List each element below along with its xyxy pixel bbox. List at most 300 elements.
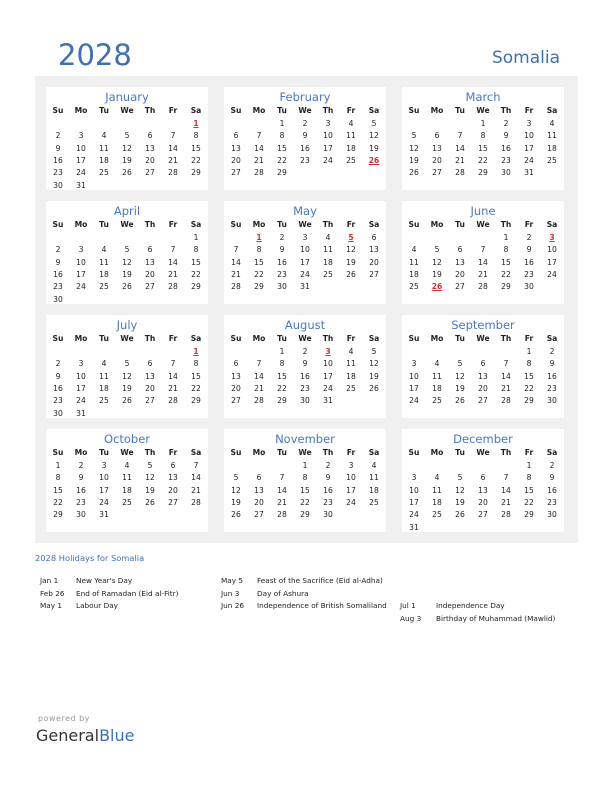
day-cell: 7 [170, 131, 176, 141]
day-cell: 4 [124, 461, 130, 470]
day-cell: 11 [99, 143, 109, 153]
day-cell: 29 [254, 282, 264, 292]
weekday-header: Mo [430, 220, 444, 229]
day-cell: 19 [346, 257, 356, 267]
day-cell: 1 [503, 233, 509, 242]
day-cell: 4 [434, 473, 440, 483]
day-cell: 14 [191, 473, 201, 483]
day-cell: 15 [277, 371, 287, 381]
weekday-header: We [298, 106, 312, 115]
day-cell: 7 [193, 461, 199, 470]
day-cell: 31 [524, 168, 534, 178]
month-may [224, 201, 386, 304]
day-cell: 20 [254, 497, 264, 507]
weekday-header: Su [408, 220, 420, 229]
day-cell: 3 [411, 473, 417, 483]
day-cell: 23 [300, 383, 310, 393]
day-cell: 11 [122, 473, 132, 483]
day-cell: 26 [145, 497, 155, 507]
day-cell: 5 [434, 245, 440, 255]
day-cell: 15 [277, 143, 287, 153]
day-cell: 23 [524, 269, 534, 279]
day-cell: 5 [124, 245, 130, 255]
day-cell: 3 [78, 245, 84, 255]
weekday-header: Su [230, 106, 242, 115]
day-cell: 17 [300, 257, 310, 267]
day-cell: 26 [122, 282, 132, 292]
holiday-entry [221, 576, 391, 586]
weekday-header: Tu [99, 334, 109, 343]
weekday-header: Sa [190, 220, 202, 229]
day-cell: 1 [193, 233, 199, 242]
weekday-header: Mo [74, 334, 88, 343]
day-cell: 23 [76, 497, 86, 507]
holiday-day: 26 [431, 282, 443, 292]
day-cell: 22 [277, 383, 287, 393]
month-title: December [453, 432, 513, 446]
day-cell: 30 [300, 396, 310, 406]
day-cell: 4 [101, 245, 107, 255]
weekday-header: We [120, 448, 134, 457]
day-cell: 13 [254, 485, 264, 495]
day-cell: 3 [348, 461, 354, 470]
day-cell: 13 [478, 485, 488, 495]
weekday-header: Tu [455, 220, 465, 229]
day-cell: 5 [411, 131, 417, 141]
day-cell: 28 [501, 510, 511, 520]
day-cell: 6 [147, 359, 153, 369]
day-cell: 5 [371, 347, 377, 356]
weekday-header: Fr [168, 106, 178, 115]
day-cell: 22 [254, 269, 264, 279]
day-cell: 23 [547, 497, 557, 507]
day-cell: 29 [277, 396, 287, 406]
day-cell: 10 [76, 143, 86, 153]
day-cell: 8 [193, 245, 199, 255]
day-cell: 7 [503, 359, 509, 369]
day-cell: 21 [277, 497, 287, 507]
day-cell: 9 [302, 359, 308, 369]
weekday-header: Sa [190, 334, 202, 343]
day-cell: 21 [501, 383, 511, 393]
day-cell: 17 [409, 497, 419, 507]
day-cell: 2 [78, 461, 84, 470]
day-cell: 9 [549, 359, 555, 369]
day-cell: 7 [233, 245, 239, 255]
holiday-name: End of Ramadan (Eid al-Fitr) [76, 588, 179, 598]
day-cell: 20 [145, 155, 155, 165]
day-cell: 15 [300, 485, 310, 495]
weekday-header: Sa [368, 334, 380, 343]
day-cell: 20 [478, 497, 488, 507]
day-cell: 7 [279, 473, 285, 483]
day-cell: 18 [547, 143, 557, 153]
holiday-date: Jun 3 [221, 588, 240, 598]
day-cell: 29 [191, 168, 201, 178]
weekday-header: Mo [252, 334, 266, 343]
day-cell: 24 [99, 497, 109, 507]
weekday-header: Fr [524, 220, 534, 229]
day-cell: 10 [99, 473, 109, 483]
day-cell: 2 [55, 131, 61, 141]
day-cell: 19 [145, 485, 155, 495]
day-cell: 7 [256, 359, 262, 369]
holiday-entry [221, 601, 391, 611]
day-cell: 11 [432, 371, 442, 381]
weekday-header: Th [322, 334, 334, 343]
day-cell: 24 [409, 396, 419, 406]
day-cell: 24 [300, 269, 310, 279]
day-cell: 13 [168, 473, 178, 483]
day-cell: 26 [409, 168, 419, 178]
day-cell: 2 [549, 461, 555, 470]
day-cell: 6 [256, 473, 262, 483]
day-cell: 27 [432, 168, 442, 178]
weekday-header: Sa [190, 448, 202, 457]
day-cell: 6 [170, 461, 176, 470]
day-cell: 16 [53, 269, 63, 279]
day-cell: 14 [168, 143, 178, 153]
day-cell: 20 [231, 155, 241, 165]
day-cell: 30 [277, 282, 287, 292]
day-cell: 21 [254, 155, 264, 165]
day-cell: 31 [300, 282, 310, 292]
day-cell: 27 [145, 168, 155, 178]
weekday-header: Tu [455, 334, 465, 343]
day-cell: 4 [434, 359, 440, 369]
weekday-header: Su [52, 448, 64, 457]
holiday-date: Jul 1 [400, 601, 416, 610]
day-cell: 9 [55, 257, 61, 267]
weekday-header: Tu [99, 220, 109, 229]
day-cell: 8 [279, 359, 285, 369]
day-cell: 20 [145, 383, 155, 393]
day-cell: 13 [231, 371, 241, 381]
day-cell: 22 [191, 155, 201, 165]
day-cell: 29 [524, 510, 534, 520]
day-cell: 7 [170, 245, 176, 255]
day-cell: 19 [231, 497, 241, 507]
weekday-header: Fr [168, 334, 178, 343]
day-cell: 3 [325, 119, 331, 128]
day-cell: 5 [233, 473, 239, 483]
day-cell: 5 [124, 131, 130, 141]
day-cell: 19 [432, 269, 442, 279]
month-april [46, 201, 208, 304]
day-cell: 16 [76, 485, 86, 495]
day-cell: 25 [547, 155, 557, 165]
day-cell: 28 [254, 168, 264, 178]
weekday-header: Sa [190, 106, 202, 115]
day-cell: 29 [191, 282, 201, 292]
day-cell: 16 [323, 485, 333, 495]
day-cell: 9 [503, 131, 509, 141]
day-cell: 7 [457, 131, 463, 141]
day-cell: 30 [53, 180, 63, 190]
day-cell: 2 [302, 119, 308, 128]
weekday-header: Mo [430, 106, 444, 115]
day-cell: 4 [549, 119, 555, 128]
day-cell: 30 [76, 510, 86, 520]
weekday-header: Sa [546, 220, 558, 229]
day-cell: 29 [478, 168, 488, 178]
day-cell: 2 [503, 119, 509, 128]
day-cell: 17 [409, 383, 419, 393]
weekday-header: We [120, 106, 134, 115]
day-cell: 11 [323, 245, 333, 255]
day-cell: 10 [409, 371, 419, 381]
day-cell: 1 [302, 461, 308, 470]
day-cell: 18 [346, 371, 356, 381]
day-cell: 19 [369, 143, 379, 153]
day-cell: 6 [233, 131, 239, 141]
day-cell: 21 [501, 497, 511, 507]
weekday-header: Fr [346, 106, 356, 115]
day-cell: 28 [168, 168, 178, 178]
weekday-header: Fr [168, 220, 178, 229]
country-title: Somalia [491, 48, 560, 68]
weekday-header: Th [322, 448, 334, 457]
day-cell: 30 [501, 168, 511, 178]
day-cell: 12 [231, 485, 241, 495]
weekday-header: Fr [346, 220, 356, 229]
day-cell: 22 [191, 269, 201, 279]
weekday-header: Th [500, 334, 512, 343]
day-cell: 28 [191, 497, 201, 507]
holiday-day: 26 [368, 155, 380, 165]
day-cell: 5 [124, 359, 130, 369]
month-title: January [105, 90, 149, 104]
day-cell: 27 [455, 282, 465, 292]
holiday-name: Labour Day [76, 601, 118, 610]
day-cell: 11 [547, 131, 557, 141]
day-cell: 29 [300, 510, 310, 520]
day-cell: 12 [145, 473, 155, 483]
weekday-header: Sa [546, 448, 558, 457]
day-cell: 18 [432, 497, 442, 507]
day-cell: 23 [323, 497, 333, 507]
weekday-header: Tu [99, 106, 109, 115]
weekday-header: Fr [168, 448, 178, 457]
day-cell: 27 [478, 510, 488, 520]
day-cell: 30 [547, 510, 557, 520]
month-title: August [284, 318, 326, 332]
day-cell: 11 [99, 257, 109, 267]
day-cell: 26 [122, 168, 132, 178]
day-cell: 16 [501, 143, 511, 153]
holiday-date: May 1 [40, 601, 63, 610]
day-cell: 28 [168, 282, 178, 292]
day-cell: 12 [122, 257, 132, 267]
day-cell: 24 [76, 396, 86, 406]
day-cell: 27 [369, 269, 379, 279]
day-cell: 23 [53, 396, 63, 406]
weekday-header: We [298, 448, 312, 457]
day-cell: 10 [300, 245, 310, 255]
day-cell: 8 [302, 473, 308, 483]
holiday-date: Feb 26 [40, 588, 65, 598]
day-cell: 27 [145, 282, 155, 292]
month-november [224, 429, 386, 532]
day-cell: 11 [346, 131, 356, 141]
day-cell: 3 [526, 119, 532, 128]
day-cell: 11 [409, 257, 419, 267]
day-cell: 31 [76, 180, 86, 190]
weekday-header: We [476, 448, 490, 457]
day-cell: 4 [348, 119, 354, 128]
day-cell: 8 [526, 473, 532, 483]
month-january [46, 87, 208, 190]
weekday-header: Fr [346, 334, 356, 343]
weekday-header: We [476, 106, 490, 115]
day-cell: 13 [231, 143, 241, 153]
day-cell: 16 [524, 257, 534, 267]
month-title: May [293, 204, 317, 218]
day-cell: 22 [53, 497, 63, 507]
weekday-header: Th [144, 334, 156, 343]
day-cell: 12 [369, 359, 379, 369]
day-cell: 30 [53, 294, 63, 304]
day-cell: 15 [478, 143, 488, 153]
day-cell: 17 [346, 485, 356, 495]
weekday-header: Su [52, 220, 64, 229]
day-cell: 7 [503, 473, 509, 483]
day-cell: 10 [323, 359, 333, 369]
day-cell: 21 [478, 269, 488, 279]
day-cell: 31 [409, 522, 419, 532]
day-cell: 9 [279, 245, 285, 255]
day-cell: 16 [300, 371, 310, 381]
day-cell: 23 [501, 155, 511, 165]
day-cell: 28 [478, 282, 488, 292]
holiday-day: 3 [325, 347, 331, 356]
day-cell: 19 [122, 155, 132, 165]
day-cell: 28 [231, 282, 241, 292]
day-cell: 13 [369, 245, 379, 255]
holiday-date: Jun 26 [221, 601, 245, 610]
weekday-header: Tu [277, 106, 287, 115]
day-cell: 16 [547, 371, 557, 381]
day-cell: 12 [122, 143, 132, 153]
month-title: March [465, 90, 501, 104]
day-cell: 2 [302, 347, 308, 356]
day-cell: 8 [193, 131, 199, 141]
day-cell: 13 [145, 143, 155, 153]
day-cell: 20 [455, 269, 465, 279]
day-cell: 27 [231, 168, 241, 178]
weekday-header: We [298, 220, 312, 229]
day-cell: 14 [231, 257, 241, 267]
day-cell: 31 [76, 408, 86, 418]
day-cell: 11 [99, 371, 109, 381]
month-february [224, 87, 386, 190]
year-title: 2028 [58, 38, 132, 72]
day-cell: 12 [346, 245, 356, 255]
month-july [46, 315, 208, 418]
day-cell: 2 [55, 245, 61, 255]
day-cell: 4 [325, 233, 331, 242]
day-cell: 3 [78, 359, 84, 369]
day-cell: 17 [99, 485, 109, 495]
day-cell: 1 [55, 461, 61, 470]
day-cell: 25 [99, 396, 109, 406]
weekday-header: Sa [368, 220, 380, 229]
day-cell: 23 [300, 155, 310, 165]
day-cell: 18 [409, 269, 419, 279]
day-cell: 17 [524, 143, 534, 153]
day-cell: 1 [480, 119, 486, 128]
holiday-name: Birthday of Muhammad (Mawlid) [436, 613, 556, 623]
day-cell: 20 [231, 383, 241, 393]
day-cell: 6 [233, 359, 239, 369]
weekday-header: Tu [99, 448, 109, 457]
day-cell: 27 [168, 497, 178, 507]
day-cell: 18 [122, 485, 132, 495]
day-cell: 4 [411, 245, 417, 255]
day-cell: 10 [409, 485, 419, 495]
holiday-day: 3 [549, 233, 555, 242]
holiday-day: 1 [193, 347, 199, 356]
day-cell: 25 [99, 168, 109, 178]
month-march [402, 87, 564, 190]
day-cell: 27 [254, 510, 264, 520]
day-cell: 23 [53, 282, 63, 292]
day-cell: 6 [434, 131, 440, 141]
day-cell: 6 [371, 233, 377, 242]
brand-logo [36, 726, 134, 745]
day-cell: 12 [432, 257, 442, 267]
day-cell: 18 [369, 485, 379, 495]
day-cell: 12 [455, 371, 465, 381]
day-cell: 16 [277, 257, 287, 267]
day-cell: 8 [526, 359, 532, 369]
day-cell: 31 [99, 510, 109, 520]
day-cell: 13 [478, 371, 488, 381]
day-cell: 26 [346, 269, 356, 279]
day-cell: 26 [122, 396, 132, 406]
day-cell: 16 [547, 485, 557, 495]
month-october [46, 429, 208, 532]
day-cell: 16 [53, 383, 63, 393]
day-cell: 15 [524, 371, 534, 381]
weekday-header: Fr [524, 448, 534, 457]
day-cell: 24 [409, 510, 419, 520]
day-cell: 25 [432, 510, 442, 520]
day-cell: 18 [99, 155, 109, 165]
holiday-entry [40, 601, 210, 611]
day-cell: 19 [455, 383, 465, 393]
day-cell: 10 [323, 131, 333, 141]
day-cell: 24 [323, 383, 333, 393]
weekday-header: Su [52, 334, 64, 343]
day-cell: 25 [99, 282, 109, 292]
day-cell: 18 [99, 269, 109, 279]
day-cell: 26 [455, 510, 465, 520]
day-cell: 15 [254, 257, 264, 267]
day-cell: 25 [432, 396, 442, 406]
day-cell: 20 [168, 485, 178, 495]
day-cell: 20 [145, 269, 155, 279]
holiday-name: Independence Day [436, 601, 505, 610]
day-cell: 22 [524, 497, 534, 507]
day-cell: 2 [549, 347, 555, 356]
weekday-header: Sa [368, 106, 380, 115]
day-cell: 24 [323, 155, 333, 165]
day-cell: 3 [101, 461, 107, 470]
day-cell: 27 [478, 396, 488, 406]
day-cell: 23 [277, 269, 287, 279]
day-cell: 19 [455, 497, 465, 507]
